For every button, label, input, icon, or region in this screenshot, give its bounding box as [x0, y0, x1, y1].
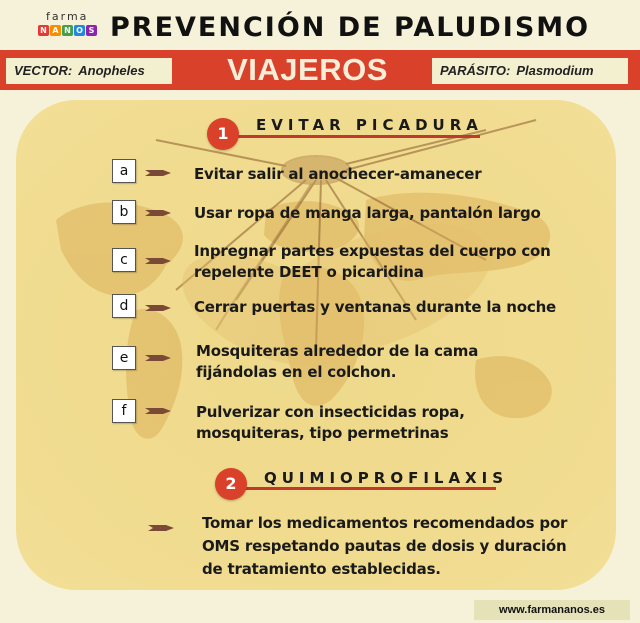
item-e-text: [196, 341, 478, 383]
logo-puzzle-pieces: [38, 25, 98, 36]
subtitle-viajeros: VIAJEROS: [227, 52, 388, 87]
item-c-line2: repelente DEET o picaridina: [194, 263, 424, 281]
parasite-box: [432, 58, 628, 84]
section1-underline: [226, 135, 480, 138]
item-f-text: [196, 402, 465, 444]
section1-number: 1: [207, 118, 239, 150]
item-b-letter: b: [112, 200, 136, 224]
parasite-label: PARÁSITO:: [440, 63, 511, 78]
logo-farma-text: farma: [46, 10, 89, 23]
item-a-letter: a: [112, 159, 136, 183]
vector-value: Anopheles: [78, 63, 145, 78]
vector-box: [6, 58, 172, 84]
farmananos-logo: [38, 10, 100, 44]
section2-underline: [234, 487, 496, 490]
page-title: PREVENCIÓN DE PALUDISMO: [110, 12, 591, 43]
item-f-line2: mosquiteras, tipo permetrinas: [196, 424, 449, 442]
section2-line3: de tratamiento establecidas.: [202, 560, 441, 578]
item-e-line1: Mosquiteras alrededor de la cama: [196, 342, 479, 360]
section2-line2: OMS respetando pautas de dosis y duración: [202, 537, 567, 555]
item-a-text: Evitar salir al anochecer-amanecer: [194, 165, 482, 183]
item-e-letter: e: [112, 346, 136, 370]
logo-piece: S: [86, 25, 97, 36]
item-c-letter: c: [112, 248, 136, 272]
item-c-line1: Inpregnar partes expuestas del cuerpo con: [194, 242, 551, 260]
item-d-text: Cerrar puertas y ventanas durante la noche: [194, 298, 557, 316]
logo-piece: N: [62, 25, 73, 36]
arrow-icon: [145, 168, 171, 178]
item-f-letter: f: [112, 399, 136, 423]
logo-piece: O: [74, 25, 85, 36]
item-c-text: [194, 241, 551, 283]
item-e-line2: fijándolas en el colchon.: [196, 363, 397, 381]
item-d-letter: d: [112, 294, 136, 318]
section2-number: 2: [215, 468, 247, 500]
item-b-text: Usar ropa de manga larga, pantalón largo: [194, 204, 541, 222]
logo-piece: N: [38, 25, 49, 36]
section2-label: QUIMIOPROFILAXIS: [264, 469, 509, 487]
section2-line1: Tomar los medicamentos recomendados por: [202, 514, 568, 532]
arrow-icon: [148, 523, 174, 533]
parasite-value: Plasmodium: [516, 63, 594, 78]
arrow-icon: [145, 256, 171, 266]
arrow-icon: [145, 353, 171, 363]
arrow-icon: [145, 303, 171, 313]
section2-text: [202, 512, 567, 581]
arrow-icon: [145, 208, 171, 218]
item-f-line1: Pulverizar con insecticidas ropa,: [196, 403, 465, 421]
arrow-icon: [145, 406, 171, 416]
vector-label: VECTOR:: [14, 63, 73, 78]
website-link[interactable]: www.farmananos.es: [474, 600, 630, 620]
logo-piece: A: [50, 25, 61, 36]
section1-label: EVITAR PICADURA: [256, 116, 483, 134]
